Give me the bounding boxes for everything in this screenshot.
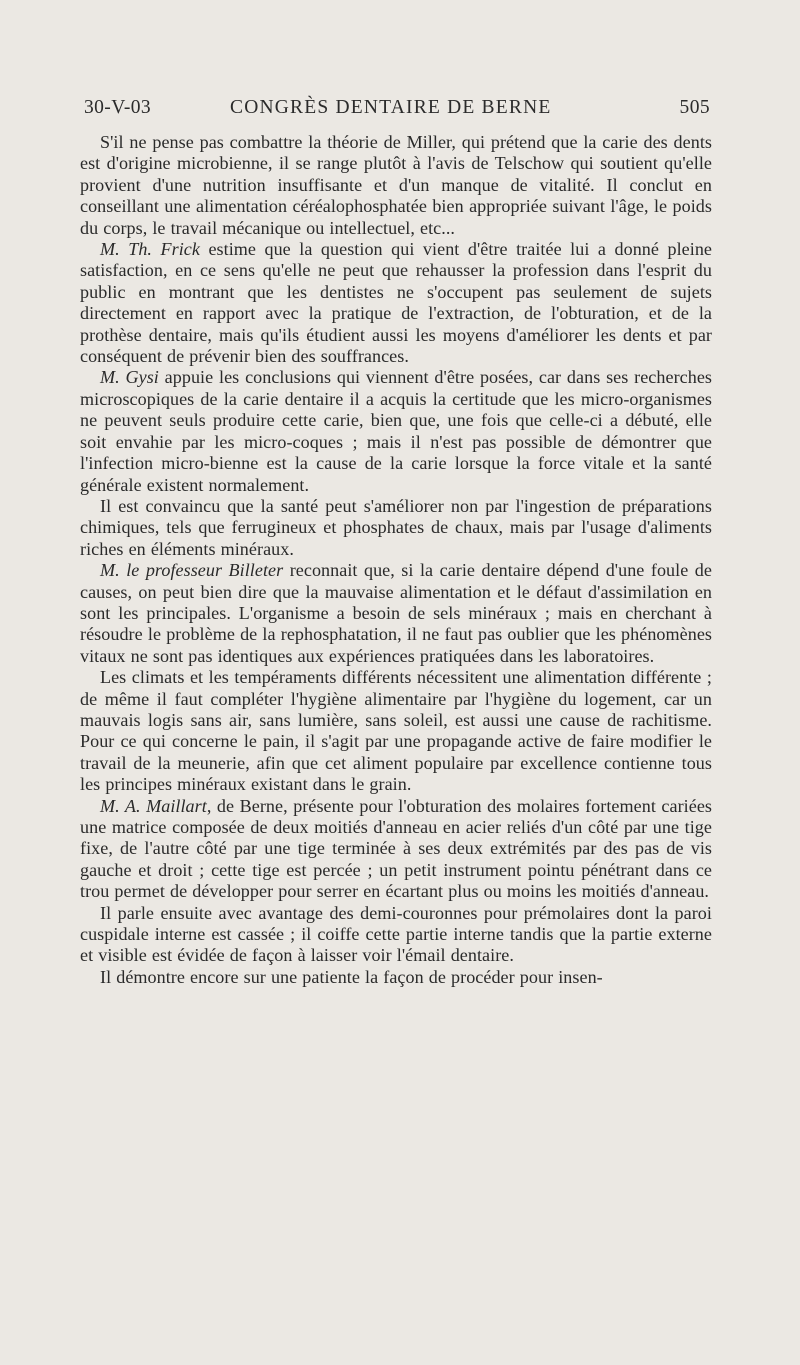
paragraph-text: reconnait que, si la carie dentaire dépend d'une foule de causes, on peut bien dire que la mauvaise alimentation et le défaut d'assimilation en sont les principales. L'organisme a besoin de sels minéraux ; mais en cherchant à résoudre le problème de la rephosphatation, il ne faut pas oublier que les phénomènes vitaux ne sont pas identiques aux expériences pratiquées dans les laboratoires.	[80, 560, 712, 666]
running-header	[80, 97, 710, 125]
paragraph-text: S'il ne pense pas combattre la théorie de Miller, qui prétend que la carie des dents est d'origine microbienne, il se range plutôt à l'avis de Telschow qui soutient qu'elle provient d'une nutrition insuffisante et d'un manque de vitalité. Il conclut en conseillant une alimentation céréalophosphatée bien appropriée suivant l'âge, le poids du corps, le travail mécanique ou intellectuel, etc...	[80, 132, 712, 238]
speaker-name: M. Gysi	[100, 367, 159, 388]
speaker-name: M. Th. Frick	[100, 239, 200, 260]
paragraph	[80, 132, 712, 239]
paragraph-text: Il parle ensuite avec avantage des demi-couronnes pour prémolaires dont la paroi cuspidale interne est cassée ; il coiffe cette partie interne tandis que la partie externe et visible est évidée de façon à laisser voir l'émail dentaire.	[80, 902, 712, 966]
paragraph-text: estime que la question qui vient d'être traitée lui a donné pleine satisfaction, en ce sens qu'elle ne peut que rehausser la profession dans l'esprit du public en montrant que les dentistes ne s'occupent pas seulement de sujets directement en rapport avec la pratique de l'extraction, de l'obturation, et de la prothèse dentaire, mais qu'ils étudient aussi les moyens d'améliorer les dents et par conséquent de prévenir bien des souffrances.	[80, 239, 712, 367]
header-date: 30-V-03	[84, 97, 152, 118]
header-title: CONGRÈS DENTAIRE DE BERNE	[230, 97, 552, 118]
paragraph	[80, 560, 712, 667]
paragraph-text: Les climats et les tempéraments différents nécessitent une alimentation différente ; de même il faut compléter l'hygiène alimentaire par l'hygiène du logement, car un mauvais logis sans air, sans lumière, sans soleil, est aussi une cause de rachitisme. Pour ce qui concerne le pain, il s'agit par une propagande active de faire modifier le travail de la meunerie, afin que cet aliment populaire par excellence contienne tous les principes minéraux existant dans le grain.	[80, 667, 712, 795]
page-number: 505	[679, 97, 710, 118]
paragraph	[80, 667, 712, 795]
paragraph	[80, 367, 712, 495]
speaker-name: M. le professeur Billeter	[100, 560, 284, 581]
paragraph-text: , de Berne, présente pour l'obturation des molaires fortement cariées une matrice composée de deux moitiés d'anneau en acier reliés d'un côté par une tige fixe, de l'autre côté par une tige terminée à ses deux extrémités par des pas de vis gauche et droit ; cette tige est percée ; un petit instrument pointu pénétrant dans ce trou permet de développer pour serrer en écartant plus ou moins les moitiés d'anneau.	[80, 795, 712, 902]
paragraph	[80, 967, 712, 988]
speaker-name: M. A. Maillart	[100, 795, 207, 816]
paragraph	[80, 239, 712, 367]
paragraph	[80, 796, 712, 903]
body-text	[80, 132, 712, 988]
paragraph-text: Il est convaincu que la santé peut s'améliorer non par l'ingestion de préparations chimiques, tels que ferrugineux et phosphates de chaux, mais par l'usage d'aliments riches en éléments minéraux.	[80, 495, 712, 559]
paragraph	[80, 903, 712, 967]
paragraph-text: appuie les conclusions qui viennent d'être posées, car dans ses recherches microscopiques de la carie dentaire il a acquis la certitude que les micro-organismes ne peuvent seuls produire cette carie, bien que, une fois que celle-ci a débuté, elle soit envahie par les micro-coques ; mais il n'est pas possible de démontrer que l'infection micro-bienne est la cause de la carie lorsque la force vitale et la santé générale existent normalement.	[80, 367, 712, 495]
paragraph	[80, 496, 712, 560]
paragraph-text: Il démontre encore sur une patiente la façon de procéder pour insen-	[100, 966, 603, 987]
